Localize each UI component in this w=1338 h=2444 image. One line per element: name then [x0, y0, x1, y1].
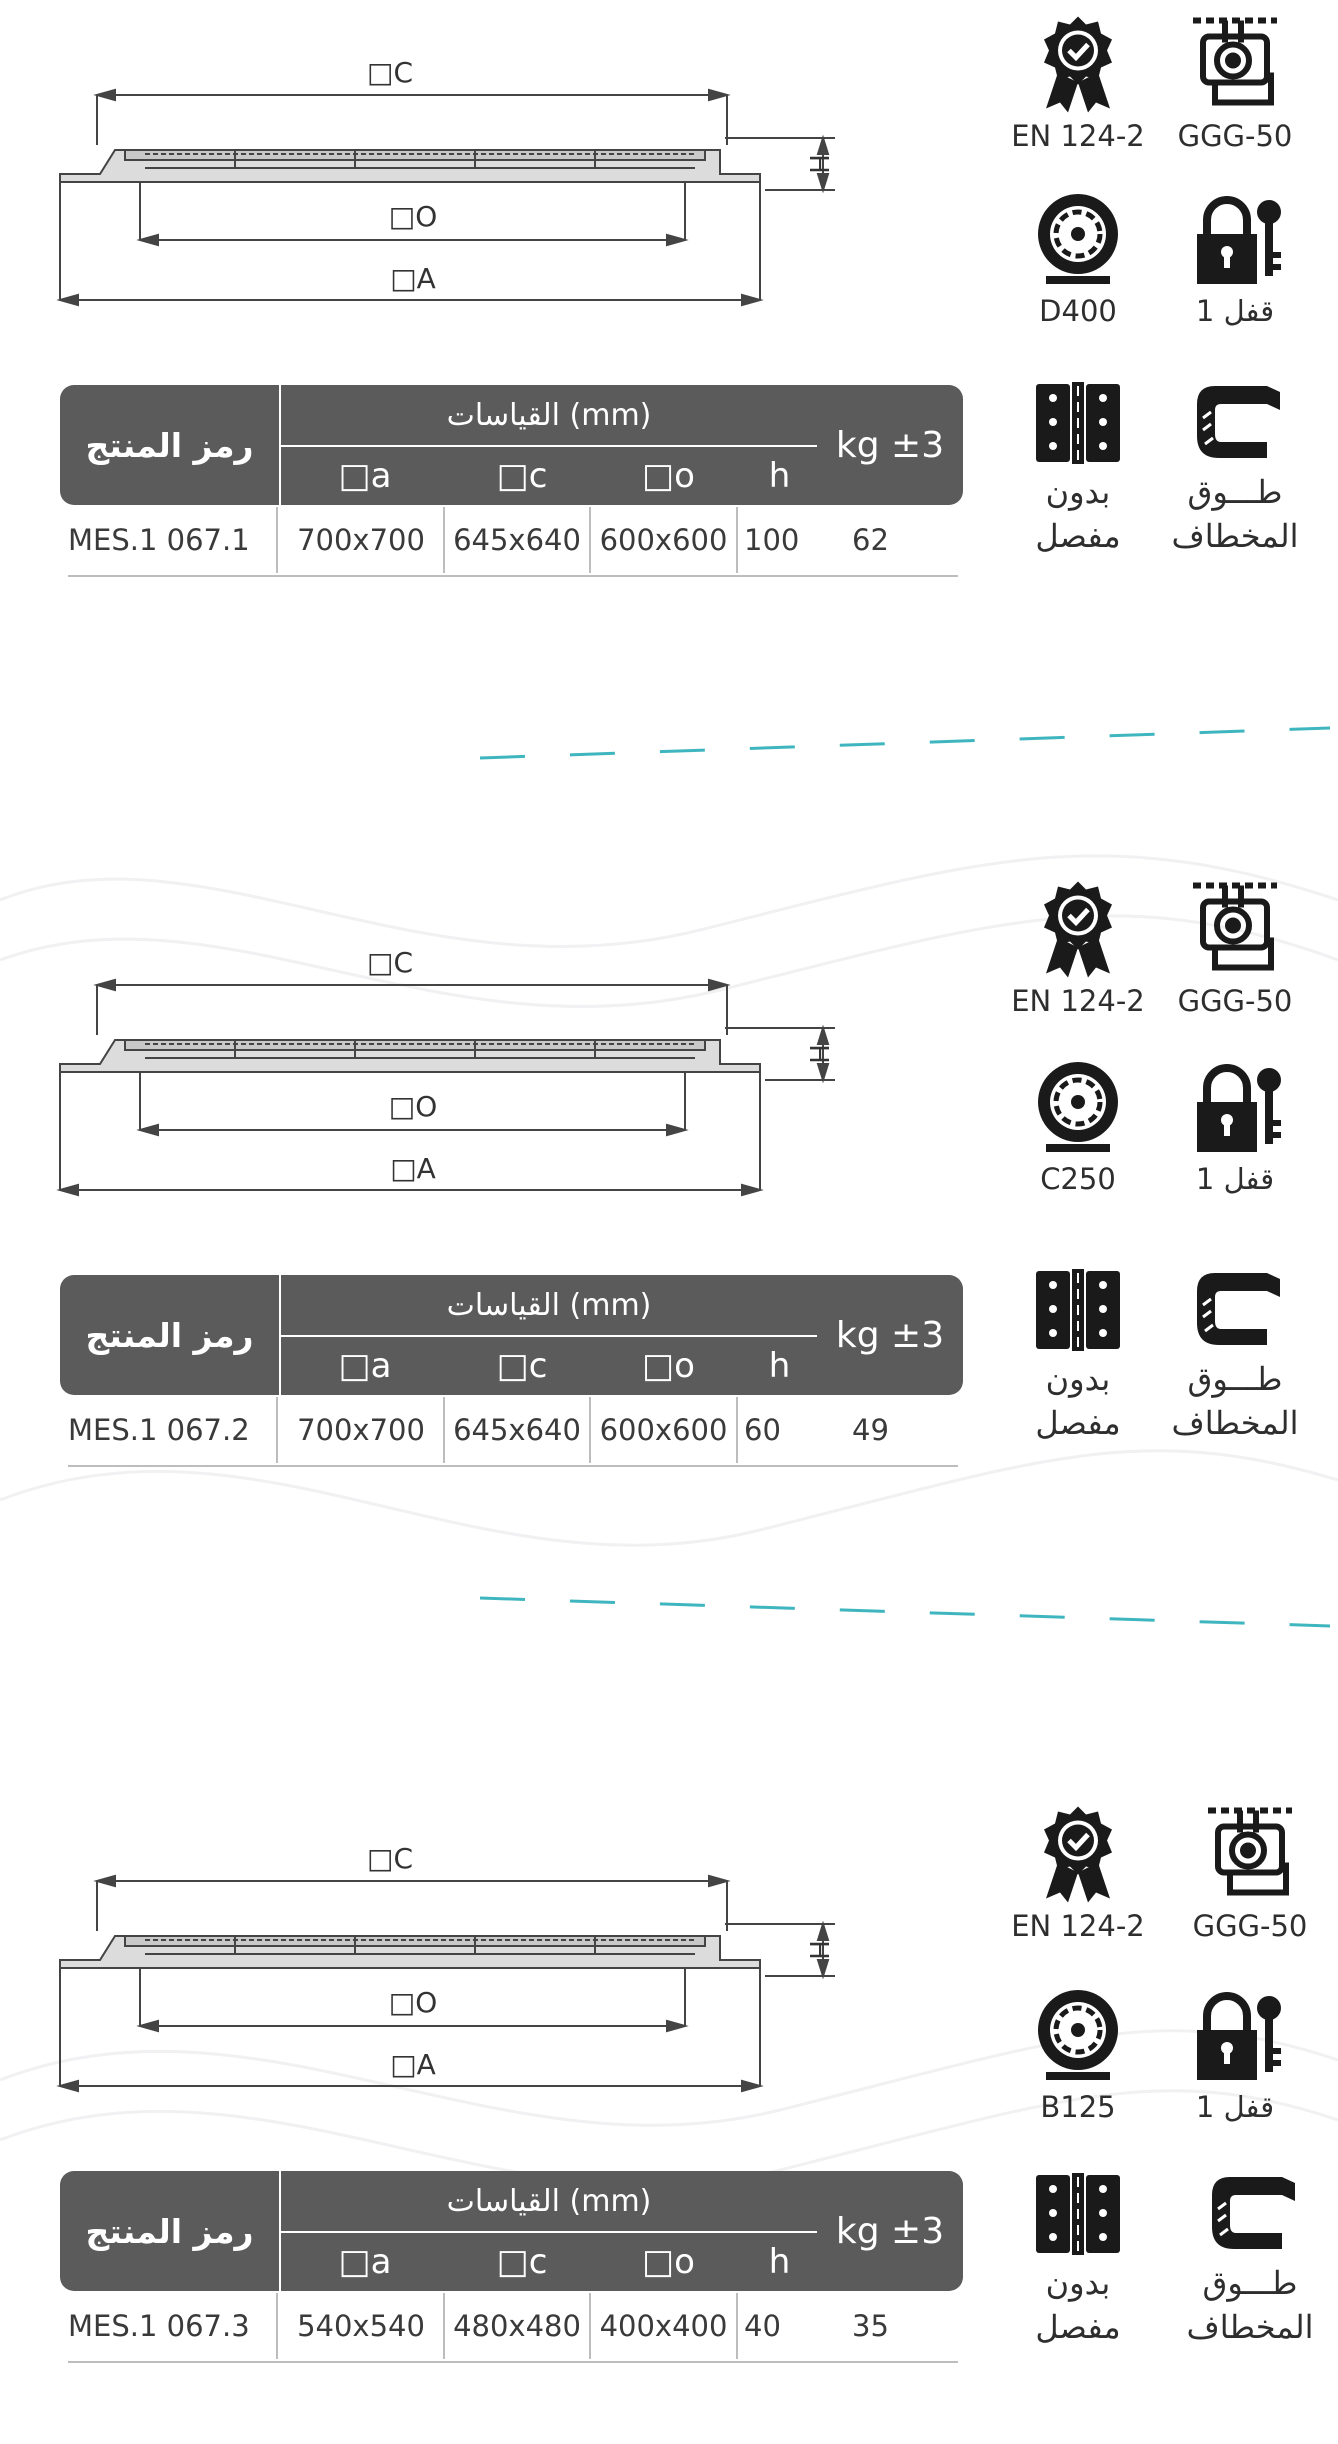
gear-casting-icon [1185, 875, 1285, 980]
dim-c-label: □C [366, 56, 414, 89]
certified-badge-icon [1028, 10, 1128, 115]
cell-o: 400x400 [599, 2309, 728, 2343]
header-col-o: □o [642, 1346, 695, 1386]
dim-h-label: H [803, 1044, 833, 1064]
feature-standard [1008, 875, 1148, 1018]
ring-label: طـــوق المخطاف [1171, 473, 1299, 555]
spec-table [60, 2171, 965, 2361]
cell-a: 540x540 [297, 2309, 425, 2343]
wheel-icon [1028, 1986, 1128, 2086]
technical-drawing [55, 1836, 845, 2106]
feature-ring [1165, 378, 1305, 558]
material-label: GGG-50 [1192, 1909, 1308, 1943]
wheel-icon [1028, 1058, 1128, 1158]
cell-kg: 35 [852, 2309, 889, 2343]
load-class-label: C250 [1040, 1162, 1116, 1196]
header-col-h: h [768, 456, 791, 496]
cell-code: MES.1 067.1 [68, 523, 250, 557]
hinge-label: بدون مفصل [1035, 1360, 1121, 1442]
header-col-c: □c [496, 1346, 548, 1386]
header-weight: kg ±3 [835, 424, 945, 466]
hinge-label: بدون مفصل [1035, 473, 1121, 555]
cell-kg: 62 [852, 523, 889, 557]
load-class-label: D400 [1039, 294, 1117, 328]
header-col-c: □c [496, 2242, 548, 2282]
product-section-2 [0, 890, 1338, 1490]
hook-ring-icon [1200, 2169, 1300, 2259]
header-dimensions: القياسات (mm) [446, 1287, 652, 1323]
feature-load-class [1008, 1986, 1148, 2124]
technical-drawing [55, 940, 845, 1210]
cell-c: 645x640 [453, 1413, 581, 1447]
feature-ring [1165, 1265, 1305, 1445]
header-col-c: □c [496, 456, 548, 496]
standard-label: EN 124-2 [1011, 984, 1145, 1018]
dim-c-label: □C [366, 946, 414, 979]
header-col-a: □a [338, 2242, 392, 2282]
hinge-label: بدون مفصل [1035, 2264, 1121, 2346]
header-dimensions: القياسات (mm) [446, 397, 652, 433]
lock-key-icon [1185, 1058, 1285, 1158]
cell-h: 40 [744, 2309, 781, 2343]
header-dimensions: القياسات (mm) [446, 2183, 652, 2219]
certified-badge-icon [1028, 875, 1128, 980]
dim-o-label: □O [388, 1090, 438, 1123]
gear-casting-icon [1200, 1800, 1300, 1905]
lock-label: 1 قفل [1195, 294, 1275, 328]
dim-c-label: □C [366, 1842, 414, 1875]
hinge-icon [1028, 378, 1128, 468]
header-weight: kg ±3 [835, 1314, 945, 1356]
cell-c: 480x480 [453, 2309, 581, 2343]
header-product-code: رمز المنتج [85, 2211, 254, 2251]
feature-lock [1165, 190, 1305, 328]
table-row [68, 507, 958, 577]
certified-badge-icon [1028, 1800, 1128, 1905]
header-col-o: □o [642, 2242, 695, 2282]
cell-o: 600x600 [599, 1413, 728, 1447]
gear-casting-icon [1185, 10, 1285, 115]
feature-load-class [1008, 190, 1148, 328]
header-col-a: □a [338, 1346, 392, 1386]
cell-h: 60 [744, 1413, 781, 1447]
dim-a-label: □A [390, 1152, 436, 1185]
hook-ring-icon [1185, 378, 1285, 468]
section-divider [470, 720, 1338, 760]
header-product-code: رمز المنتج [85, 1315, 254, 1355]
product-section-1 [0, 0, 1338, 600]
cell-a: 700x700 [297, 523, 425, 557]
table-row [68, 2293, 958, 2363]
lock-key-icon [1185, 1986, 1285, 2086]
ring-label: طـــوق المخطاف [1171, 1360, 1299, 1442]
header-col-a: □a [338, 456, 392, 496]
feature-ring [1180, 2169, 1320, 2349]
feature-hinge [1008, 2169, 1148, 2349]
section-divider [470, 1590, 1338, 1630]
standard-label: EN 124-2 [1011, 1909, 1145, 1943]
feature-material [1165, 10, 1305, 153]
lock-label: 1 قفل [1195, 1162, 1275, 1196]
dim-o-label: □O [388, 200, 438, 233]
feature-hinge [1008, 378, 1148, 558]
feature-standard [1008, 1800, 1148, 1943]
ring-label: طـــوق المخطاف [1186, 2264, 1314, 2346]
cell-a: 700x700 [297, 1413, 425, 1447]
standard-label: EN 124-2 [1011, 119, 1145, 153]
feature-lock [1165, 1058, 1305, 1196]
dim-h-label: H [803, 154, 833, 174]
header-col-h: h [768, 1346, 791, 1386]
cell-o: 600x600 [599, 523, 728, 557]
feature-lock [1165, 1986, 1305, 2124]
dim-o-label: □O [388, 1986, 438, 2019]
hinge-icon [1028, 2169, 1128, 2259]
table-header [60, 385, 963, 505]
table-header [60, 1275, 963, 1395]
dim-a-label: □A [390, 262, 436, 295]
feature-load-class [1008, 1058, 1148, 1196]
header-product-code: رمز المنتج [85, 425, 254, 465]
feature-hinge [1008, 1265, 1148, 1445]
wheel-icon [1028, 190, 1128, 290]
header-col-o: □o [642, 456, 695, 496]
cell-code: MES.1 067.2 [68, 1413, 250, 1447]
cell-kg: 49 [852, 1413, 889, 1447]
table-row [68, 1397, 958, 1467]
product-section-3 [0, 1786, 1338, 2386]
material-label: GGG-50 [1177, 119, 1293, 153]
header-weight: kg ±3 [835, 2210, 945, 2252]
hinge-icon [1028, 1265, 1128, 1355]
dim-h-label: H [803, 1940, 833, 1960]
dim-a-label: □A [390, 2048, 436, 2081]
header-col-h: h [768, 2242, 791, 2282]
feature-material [1165, 875, 1305, 1018]
cell-code: MES.1 067.3 [68, 2309, 250, 2343]
load-class-label: B125 [1040, 2090, 1116, 2124]
feature-material [1180, 1800, 1320, 1943]
cell-h: 100 [744, 523, 800, 557]
material-label: GGG-50 [1177, 984, 1293, 1018]
lock-key-icon [1185, 190, 1285, 290]
table-header [60, 2171, 963, 2291]
feature-standard [1008, 10, 1148, 153]
cell-c: 645x640 [453, 523, 581, 557]
lock-label: 1 قفل [1195, 2090, 1275, 2124]
hook-ring-icon [1185, 1265, 1285, 1355]
technical-drawing [55, 50, 845, 320]
spec-table [60, 1275, 965, 1465]
spec-table [60, 385, 965, 575]
